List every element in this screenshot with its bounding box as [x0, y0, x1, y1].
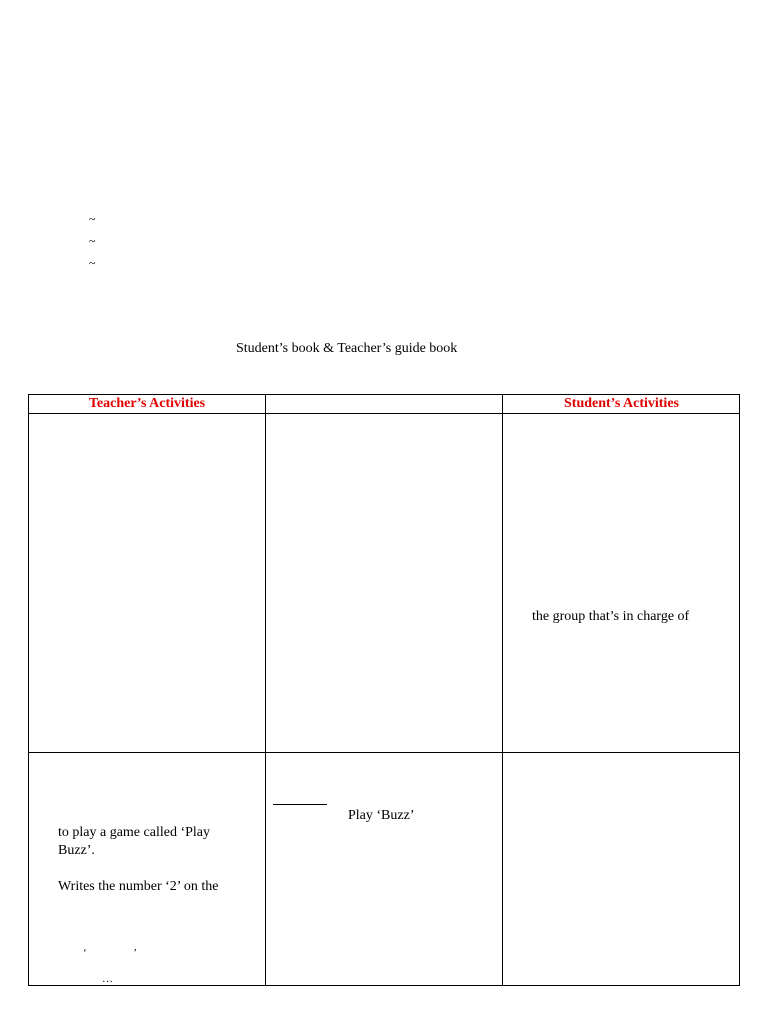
teacher-activity-text: Buzz’. — [58, 843, 95, 858]
teacher-activity-text: Writes the number ‘2’ on the — [58, 879, 219, 894]
teacher-activity-ellipsis: … — [102, 973, 113, 985]
resources-line: Student’s book & Teacher’s guide book — [236, 341, 458, 356]
table-column-divider — [502, 395, 503, 985]
bullet-marker: ~ — [89, 212, 96, 226]
lesson-plan-table — [28, 394, 740, 986]
table-row-divider — [29, 752, 739, 753]
middle-activity-text: Play ‘Buzz’ — [348, 808, 415, 823]
header-middle — [266, 395, 502, 413]
teacher-activity-text: to play a game called ‘Play — [58, 825, 210, 840]
table-column-divider — [265, 395, 266, 985]
header-students-activities: Student’s Activities — [564, 396, 679, 411]
student-activity-text: the group that’s in charge of — [532, 609, 690, 624]
bullet-marker: ~ — [89, 234, 96, 248]
table-row-divider — [29, 413, 739, 414]
header-teachers-activities: Teacher’s Activities — [88, 396, 206, 411]
bullet-marker: ~ — [89, 256, 96, 270]
fill-in-blank-line — [273, 804, 327, 805]
teacher-activity-quotes: ‘ ’ — [83, 947, 160, 959]
